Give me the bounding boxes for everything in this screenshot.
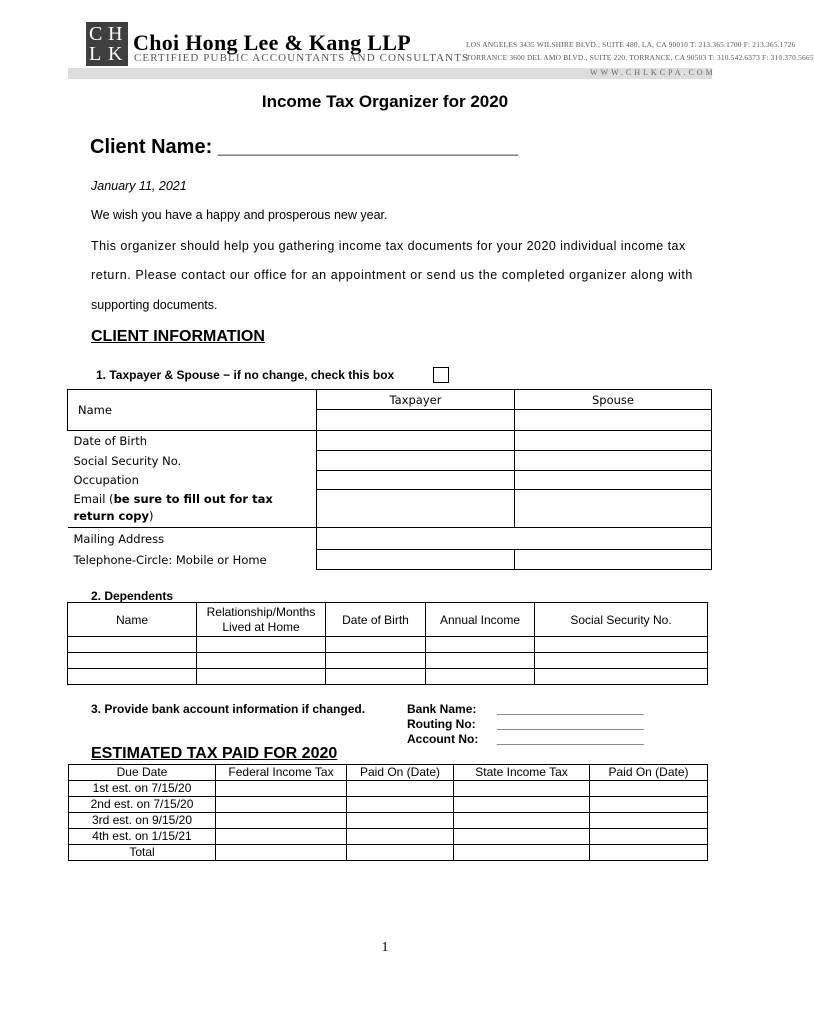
spouse-occupation-field[interactable] [515, 471, 712, 490]
est-column-header: State Income Tax [454, 765, 590, 781]
firm-website: WWW.CHLKCPA.COM [590, 68, 716, 77]
document-title: Income Tax Organizer for 2020 [261, 92, 509, 111]
table-row [69, 829, 708, 845]
estimated-tax-heading: ESTIMATED TAX PAID FOR 2020 [91, 745, 338, 762]
body-text-line-3: supporting documents. [91, 298, 218, 312]
greeting-text: We wish you have a happy and prosperous new year. [91, 208, 388, 222]
account-no-field[interactable]: ______________________ [497, 732, 644, 746]
spouse-column-header: Spouse [515, 390, 712, 410]
taxpayer-spouse-table [67, 389, 712, 570]
amount-cell[interactable] [216, 813, 347, 829]
taxpayer-ssn-field[interactable] [317, 451, 515, 471]
amount-cell[interactable] [347, 829, 454, 845]
est-column-header: Federal Income Tax [216, 765, 347, 781]
table-row [69, 845, 708, 861]
dependents-heading: 2. Dependents [91, 589, 174, 603]
dependent-cell[interactable] [326, 653, 426, 669]
email-label-cell [68, 490, 317, 528]
letter-date: January 11, 2021 [91, 179, 187, 193]
dependent-cell[interactable] [535, 669, 708, 685]
firm-subtitle: CERTIFIED PUBLIC ACCOUNTANTS AND CONSULTANTS [134, 52, 470, 64]
taxpayer-spouse-heading: 1. Taxpayer & Spouse − if no change, check this box [96, 368, 395, 382]
dependent-cell[interactable] [326, 637, 426, 653]
spouse-phone-field[interactable] [515, 550, 712, 570]
dependent-cell[interactable] [426, 669, 535, 685]
bank-name-label: Bank Name: [407, 702, 477, 716]
dependent-cell[interactable] [535, 637, 708, 653]
no-change-checkbox[interactable] [433, 367, 449, 383]
client-information-heading: CLIENT INFORMATION [91, 328, 265, 345]
dependent-cell[interactable] [426, 653, 535, 669]
amount-cell[interactable] [454, 829, 590, 845]
est-column-header: Due Date [69, 765, 216, 781]
dependents-table [67, 602, 708, 685]
spouse-email-field[interactable] [515, 490, 712, 528]
amount-cell[interactable] [347, 845, 454, 861]
logo-letter-l: L [89, 43, 102, 65]
table-row [69, 797, 708, 813]
spouse-name-field[interactable] [515, 410, 712, 431]
bank-info-heading: 3. Provide bank account information if changed. [91, 702, 366, 716]
dependents-column-header: Name [68, 603, 197, 637]
amount-cell[interactable] [216, 781, 347, 797]
page-number: 1 [381, 940, 389, 955]
est-column-header: Paid On (Date) [590, 765, 708, 781]
dependent-cell[interactable] [197, 669, 326, 685]
amount-cell[interactable] [216, 829, 347, 845]
amount-cell[interactable] [590, 845, 708, 861]
amount-cell[interactable] [590, 797, 708, 813]
email-label-note: be sure to fill out for tax return copy [73, 492, 273, 524]
est-column-header: Paid On (Date) [347, 765, 454, 781]
amount-cell[interactable] [216, 797, 347, 813]
logo-letter-h: H [108, 23, 123, 45]
dependent-cell[interactable] [326, 669, 426, 685]
due-date-cell: 2nd est. on 7/15/20 [69, 797, 216, 813]
table-row [69, 813, 708, 829]
amount-cell[interactable] [454, 781, 590, 797]
firm-logo [86, 22, 128, 66]
routing-no-field[interactable]: ______________________ [497, 717, 644, 731]
row-label: Telephone-Circle: Mobile or Home [73, 552, 267, 567]
estimated-tax-table [68, 764, 708, 861]
due-date-cell: 1st est. on 7/15/20 [69, 781, 216, 797]
dependents-column-header: Social Security No. [535, 603, 708, 637]
taxpayer-email-field[interactable] [317, 490, 515, 528]
name-label: Name [78, 403, 112, 417]
taxpayer-name-field[interactable] [317, 410, 515, 431]
dependent-cell[interactable] [197, 637, 326, 653]
dependents-column-header: Annual Income [426, 603, 535, 637]
amount-cell[interactable] [590, 781, 708, 797]
dependent-cell[interactable] [68, 669, 197, 685]
email-label-suffix: ) [148, 509, 154, 524]
table-row [69, 781, 708, 797]
body-text-line-2: return. Please contact our office for an appointment or send us the completed organizer along with [91, 268, 693, 282]
firm-name: Choi Hong Lee & Kang LLP [133, 30, 411, 55]
email-label-prefix: Email ( [73, 492, 114, 507]
total-cell: Total [69, 845, 216, 861]
routing-no-label: Routing No: [407, 717, 476, 731]
amount-cell[interactable] [454, 797, 590, 813]
taxpayer-column-header: Taxpayer [317, 390, 515, 410]
taxpayer-phone-field[interactable] [317, 550, 515, 570]
mailing-address-field[interactable] [317, 528, 712, 550]
amount-cell[interactable] [216, 845, 347, 861]
amount-cell[interactable] [454, 845, 590, 861]
table-row [68, 637, 708, 653]
taxpayer-occupation-field[interactable] [317, 471, 515, 490]
address-line-la: LOS ANGELES 3435 WILSHIRE BLVD., SUITE 480, LA, CA 90010 T: 213.365.1700 F: 213.365.1726 [466, 40, 796, 49]
dependent-cell[interactable] [426, 637, 535, 653]
dependent-cell[interactable] [197, 653, 326, 669]
row-label: Date of Birth [73, 433, 147, 448]
name-label-cell [68, 390, 317, 431]
spouse-ssn-field[interactable] [515, 451, 712, 471]
taxpayer-dob-field[interactable] [317, 431, 515, 451]
dependent-cell[interactable] [68, 637, 197, 653]
dependent-cell[interactable] [68, 653, 197, 669]
due-date-cell: 3rd est. on 9/15/20 [69, 813, 216, 829]
row-label: Mailing Address [68, 528, 317, 550]
dependents-column-header: Date of Birth [326, 603, 426, 637]
amount-cell[interactable] [347, 781, 454, 797]
spouse-dob-field[interactable] [515, 431, 712, 451]
row-label: Social Security No. [73, 453, 182, 468]
dependents-column-header: Relationship/Months Lived at Home [197, 603, 326, 637]
amount-cell[interactable] [347, 797, 454, 813]
amount-cell[interactable] [347, 813, 454, 829]
due-date-cell: 4th est. on 1/15/21 [69, 829, 216, 845]
table-row [68, 653, 708, 669]
client-name-field: Client Name: ___________________________ [90, 136, 519, 158]
body-text-line-1: This organizer should help you gathering income tax documents for your 2020 individual income tax [91, 239, 686, 253]
account-no-label: Account No: [407, 732, 479, 746]
logo-letter-k: K [108, 43, 123, 65]
bank-name-field[interactable]: ______________________ [497, 702, 644, 716]
amount-cell[interactable] [590, 813, 708, 829]
row-label: Occupation [73, 473, 139, 487]
dependent-cell[interactable] [535, 653, 708, 669]
amount-cell[interactable] [590, 829, 708, 845]
address-line-torrance: TORRANCE 3600 DEL AMO BLVD., SUITE 220, TORRANCE, CA 90503 T: 310.542.6373 F: 310.370.5665 [466, 53, 814, 62]
amount-cell[interactable] [454, 813, 590, 829]
logo-letter-c: C [89, 23, 103, 45]
table-row [68, 669, 708, 685]
